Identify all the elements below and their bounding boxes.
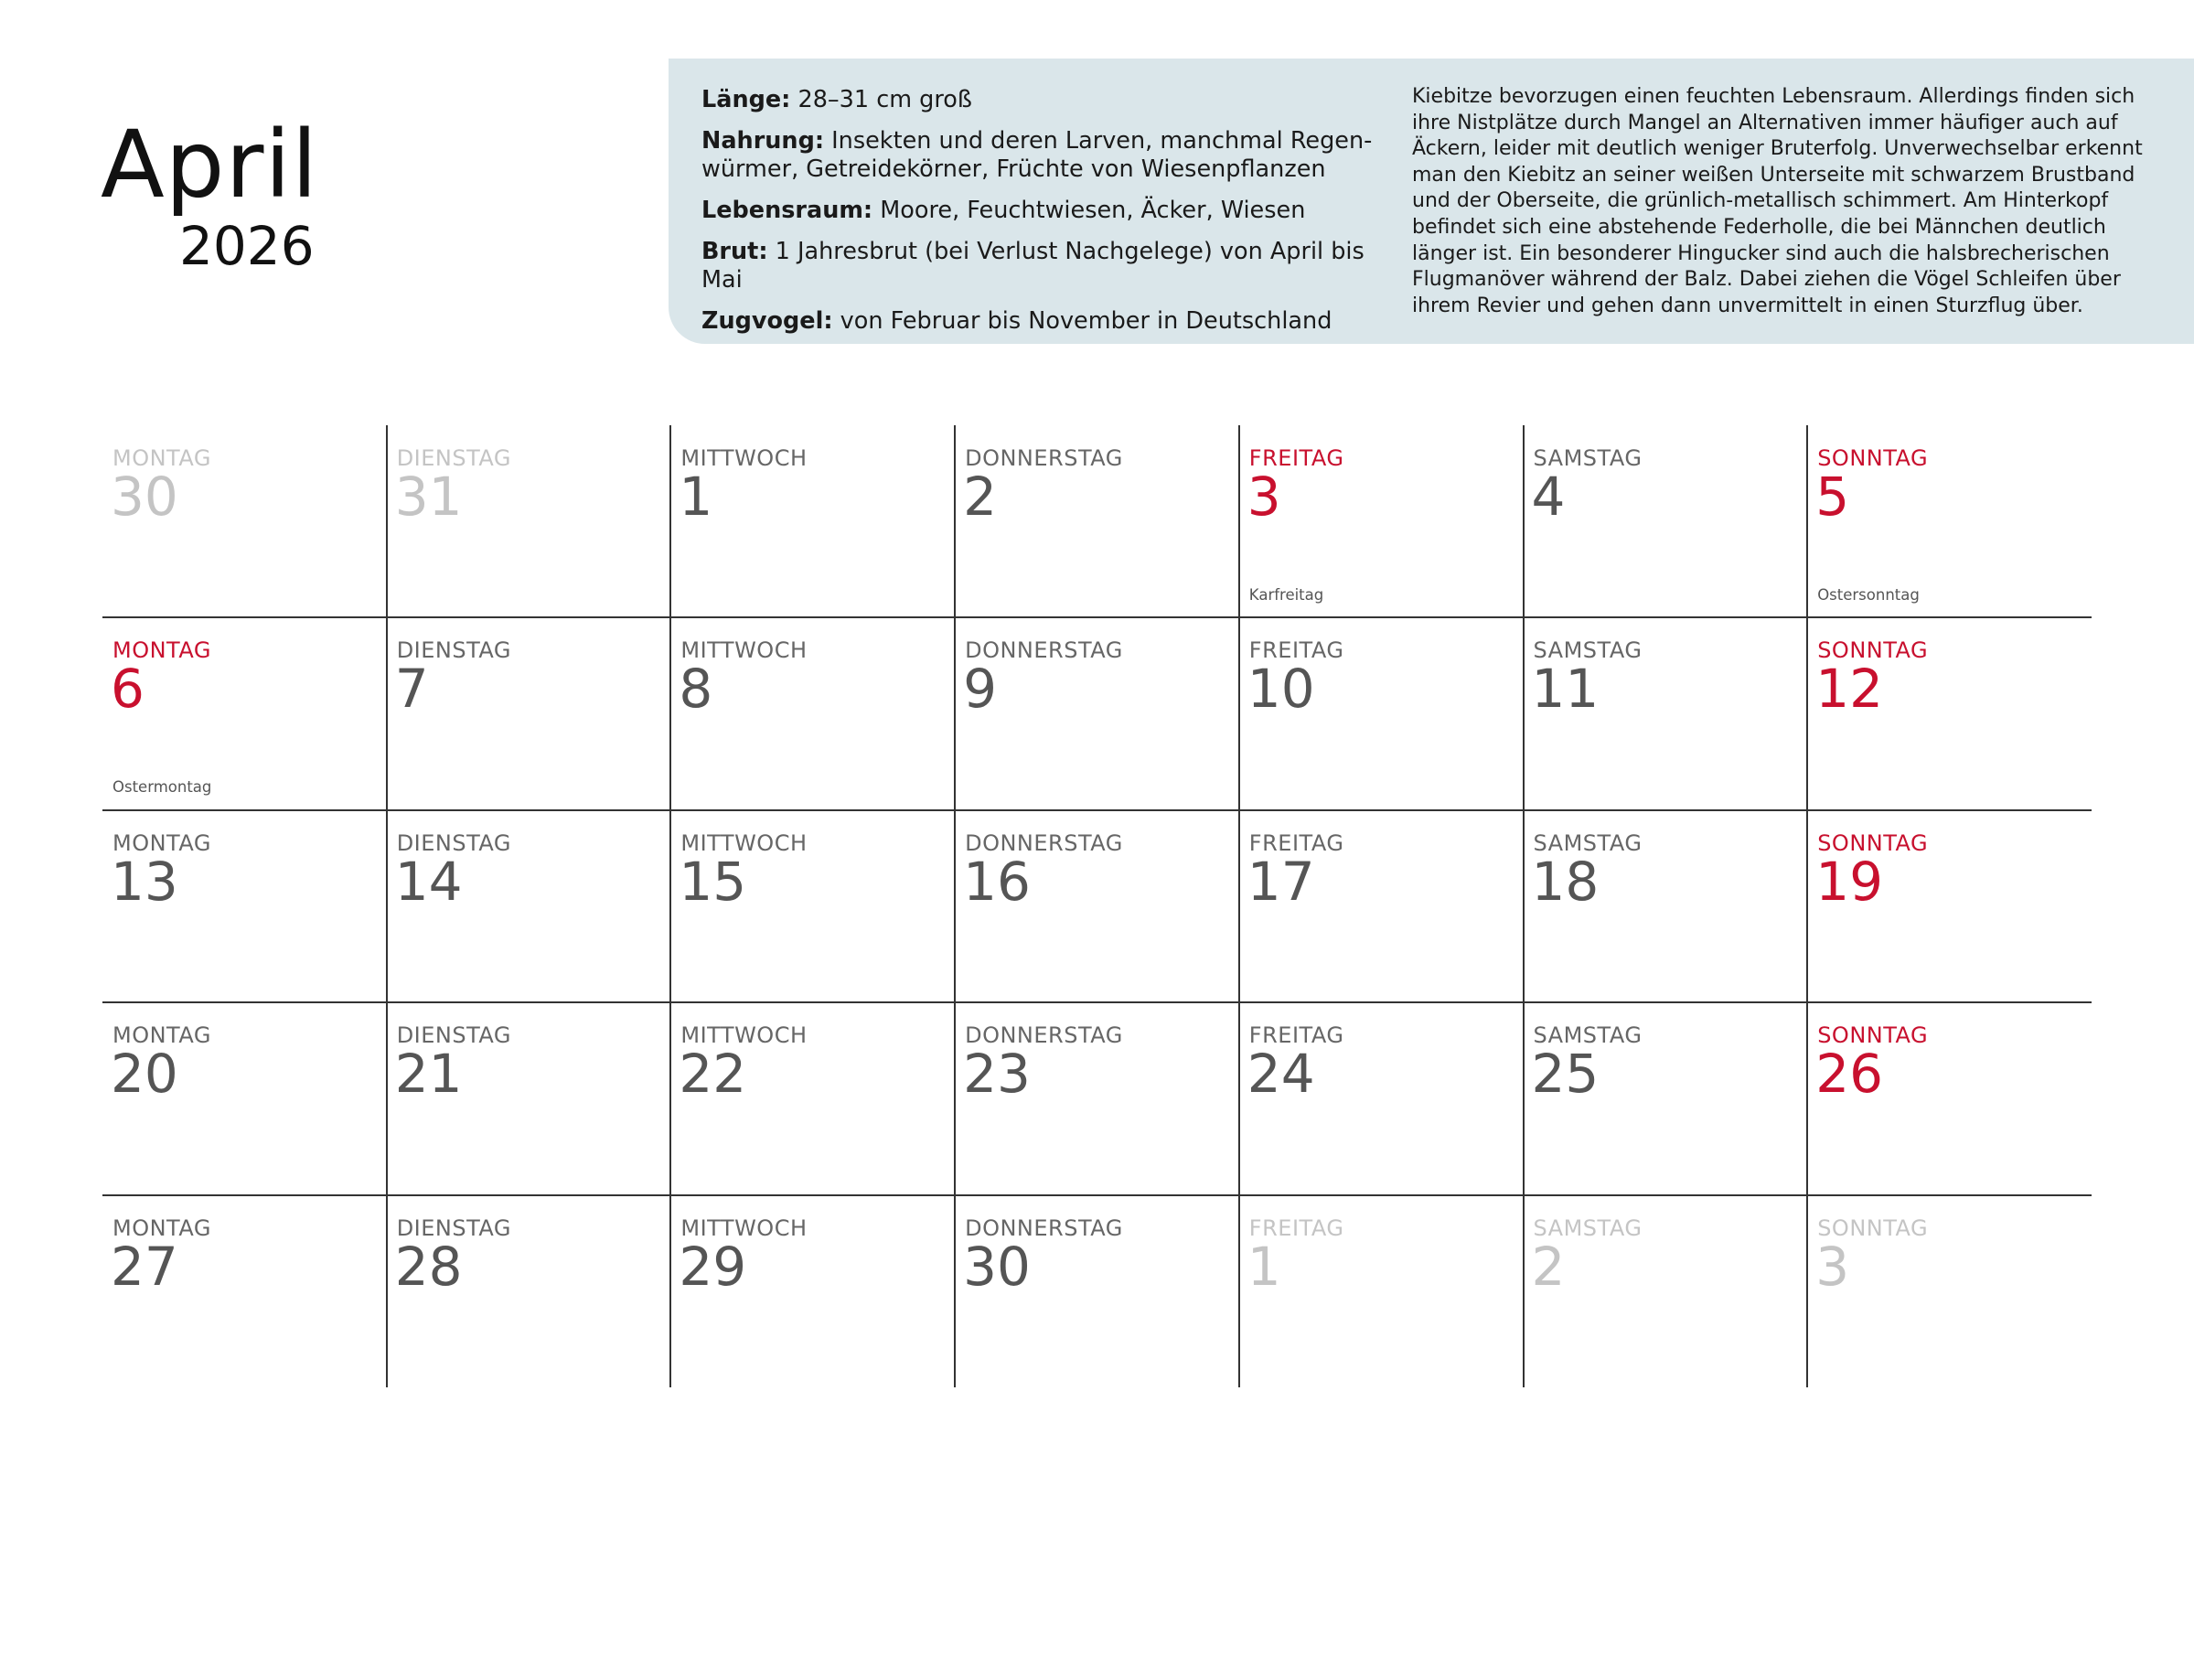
weekday-label: SAMSTAG	[1533, 637, 1643, 664]
day-number: 2	[1531, 1235, 1566, 1298]
fact-label: Lebensraum:	[701, 197, 873, 224]
day-number: 30	[111, 465, 178, 528]
weekday-label: FREITAG	[1248, 1022, 1344, 1049]
weekday-label: FREITAG	[1248, 829, 1344, 856]
calendar-day-cell	[1807, 617, 2092, 809]
holiday-label: Ostersonntag	[1817, 586, 1920, 604]
calendar-day-cell	[955, 617, 1239, 809]
calendar-day-cell	[1807, 1195, 2092, 1387]
day-number: 8	[679, 658, 713, 721]
day-number: 31	[394, 465, 463, 528]
weekday-label: DONNERSTAG	[965, 1215, 1123, 1241]
day-number: 28	[394, 1235, 463, 1298]
calendar-day-cell	[387, 425, 671, 617]
weekday-label: MONTAG	[112, 637, 211, 664]
weekday-label: MITTWOCH	[680, 445, 808, 471]
day-number: 13	[111, 850, 178, 913]
row-divider	[102, 1194, 2092, 1196]
calendar-day-cell	[1807, 810, 2092, 1002]
calendar-day-cell	[102, 810, 387, 1002]
weekday-label: SONNTAG	[1817, 445, 1929, 471]
column-divider	[669, 425, 671, 1387]
weekday-label: FREITAG	[1248, 1215, 1344, 1241]
weekday-label: DONNERSTAG	[965, 1022, 1123, 1049]
calendar-day-cell	[102, 1002, 387, 1194]
calendar-day-cell	[670, 1195, 955, 1387]
weekday-label: MONTAG	[112, 1022, 211, 1049]
day-number: 20	[111, 1043, 178, 1106]
calendar-day-cell	[102, 1195, 387, 1387]
calendar-day-cell	[1239, 810, 1524, 1002]
row-divider	[102, 616, 2092, 618]
weekday-label: DIENSTAG	[396, 1215, 511, 1241]
weekday-label: DIENSTAG	[396, 829, 511, 856]
column-divider	[1238, 425, 1240, 1387]
day-number: 29	[679, 1235, 747, 1298]
fact-label: Zugvogel:	[701, 307, 833, 335]
calendar-day-cell	[955, 1195, 1239, 1387]
calendar-day-cell	[1524, 810, 1808, 1002]
holiday-label: Karfreitag	[1248, 586, 1324, 604]
day-number: 12	[1815, 658, 1883, 721]
day-number: 14	[394, 850, 463, 913]
day-number: 21	[394, 1043, 463, 1106]
calendar-day-cell	[670, 1002, 955, 1194]
fact-breeding	[701, 238, 1397, 294]
weekday-label: SONNTAG	[1817, 1215, 1929, 1241]
calendar-day-cell	[1239, 425, 1524, 617]
day-number: 11	[1531, 658, 1600, 721]
day-number: 26	[1815, 1043, 1883, 1106]
weekday-label: MITTWOCH	[680, 1215, 808, 1241]
weekday-label: SONNTAG	[1817, 829, 1929, 856]
species-description: Kiebitze bevorzugen einen feuchten Lebensraum. Allerdings finden sich ihre Nistplätze durch Mangel an Alternativen immer häufiger auch auf Äckern, leider mit deutlich weniger Bruterfolg. Unverwechselbar erkennt man den Kiebitz an seiner weißen Unterseite mit schwarzem Brustband und der Oberseite, die grünlich-metallisch schimmert. Am Hinterkopf befindet sich eine abstehende Federholle, die bei Männchen deutlich länger ist. Ein besonderer Hingucker sind auch die halsbrecherischen Flugmanöver während der Balz. Dabei ziehen die Vögel Schleifen über ihrem Revier und gehen dann unvermittelt in einen Sturzflug über.	[1412, 85, 2143, 317]
calendar-day-cell	[1807, 1002, 2092, 1194]
day-number: 16	[963, 850, 1031, 913]
calendar-day-cell	[387, 810, 671, 1002]
weekday-label: SAMSTAG	[1533, 1215, 1643, 1241]
fact-text: Insekten und deren Larven, manchmal Regen-würmer, Getreidekörner, Früchte von Wiesenpflanzen	[701, 127, 1373, 183]
species-facts	[701, 86, 1397, 348]
day-number: 1	[679, 465, 713, 528]
weekday-label: SAMSTAG	[1533, 829, 1643, 856]
fact-label: Länge:	[701, 86, 791, 113]
day-number: 15	[679, 850, 747, 913]
weekday-label: MITTWOCH	[680, 1022, 808, 1049]
day-number: 23	[963, 1043, 1031, 1106]
calendar-day-cell	[387, 1002, 671, 1194]
row-divider	[102, 1001, 2092, 1003]
weekday-label: SONNTAG	[1817, 1022, 1929, 1049]
day-number: 3	[1247, 465, 1281, 528]
day-number: 27	[111, 1235, 178, 1298]
weekday-label: DIENSTAG	[396, 445, 511, 471]
day-number: 6	[111, 658, 144, 721]
day-number: 3	[1815, 1235, 1850, 1298]
calendar-day-cell	[387, 1195, 671, 1387]
fact-label: Brut:	[701, 238, 768, 265]
fact-habitat	[701, 197, 1397, 225]
day-number: 19	[1815, 850, 1883, 913]
column-divider	[1523, 425, 1525, 1387]
weekday-label: MONTAG	[112, 829, 211, 856]
row-divider	[102, 809, 2092, 811]
holiday-label: Ostermontag	[112, 778, 212, 797]
calendar-day-cell	[670, 425, 955, 617]
day-number: 1	[1247, 1235, 1281, 1298]
weekday-label: SONNTAG	[1817, 637, 1929, 664]
fact-text: 1 Jahresbrut (bei Verlust Nachgelege) von April bis Mai	[701, 238, 1365, 294]
weekday-label: FREITAG	[1248, 445, 1344, 471]
calendar-day-cell	[955, 425, 1239, 617]
day-number: 9	[963, 658, 997, 721]
species-info-box	[669, 59, 2194, 344]
weekday-label: SAMSTAG	[1533, 445, 1643, 471]
calendar-day-cell	[1807, 425, 2092, 617]
calendar-day-cell	[387, 617, 671, 809]
day-number: 2	[963, 465, 997, 528]
day-number: 25	[1531, 1043, 1600, 1106]
day-number: 30	[963, 1235, 1031, 1298]
day-number: 17	[1247, 850, 1315, 913]
weekday-label: MITTWOCH	[680, 829, 808, 856]
calendar-day-cell	[670, 810, 955, 1002]
column-divider	[954, 425, 956, 1387]
weekday-label: MONTAG	[112, 1215, 211, 1241]
weekday-label: DONNERSTAG	[965, 829, 1123, 856]
calendar-day-cell	[102, 425, 387, 617]
weekday-label: DIENSTAG	[396, 1022, 511, 1049]
day-number: 10	[1247, 658, 1315, 721]
calendar-day-cell	[955, 810, 1239, 1002]
calendar-day-cell	[1524, 425, 1808, 617]
calendar-day-cell	[1239, 1195, 1524, 1387]
calendar-day-cell	[1239, 1002, 1524, 1194]
month-title: April	[101, 111, 319, 219]
calendar-day-cell	[1524, 1002, 1808, 1194]
calendar-day-cell	[1239, 617, 1524, 809]
calendar-day-cell	[102, 617, 387, 809]
calendar-day-cell	[955, 1002, 1239, 1194]
fact-text: 28–31 cm groß	[797, 86, 972, 113]
fact-text: von Februar bis November in Deutschland	[840, 307, 1332, 335]
day-number: 22	[679, 1043, 747, 1106]
weekday-label: DONNERSTAG	[965, 445, 1123, 471]
day-number: 18	[1531, 850, 1600, 913]
day-number: 4	[1531, 465, 1566, 528]
fact-text: Moore, Feuchtwiesen, Äcker, Wiesen	[880, 197, 1306, 224]
weekday-label: SAMSTAG	[1533, 1022, 1643, 1049]
fact-label: Nahrung:	[701, 127, 825, 155]
column-divider	[386, 425, 388, 1387]
fact-length	[701, 86, 1397, 114]
calendar-day-cell	[1524, 617, 1808, 809]
day-number: 5	[1815, 465, 1850, 528]
day-number: 24	[1247, 1043, 1315, 1106]
calendar-day-cell	[1524, 1195, 1808, 1387]
calendar-day-cell	[670, 617, 955, 809]
weekday-label: MONTAG	[112, 445, 211, 471]
fact-migration	[701, 307, 1397, 336]
fact-food	[701, 127, 1397, 184]
calendar-grid	[102, 425, 2092, 1387]
weekday-label: DONNERSTAG	[965, 637, 1123, 664]
column-divider	[1806, 425, 1808, 1387]
weekday-label: FREITAG	[1248, 637, 1344, 664]
day-number: 7	[394, 658, 429, 721]
weekday-label: DIENSTAG	[396, 637, 511, 664]
weekday-label: MITTWOCH	[680, 637, 808, 664]
year-title: 2026	[179, 215, 315, 277]
